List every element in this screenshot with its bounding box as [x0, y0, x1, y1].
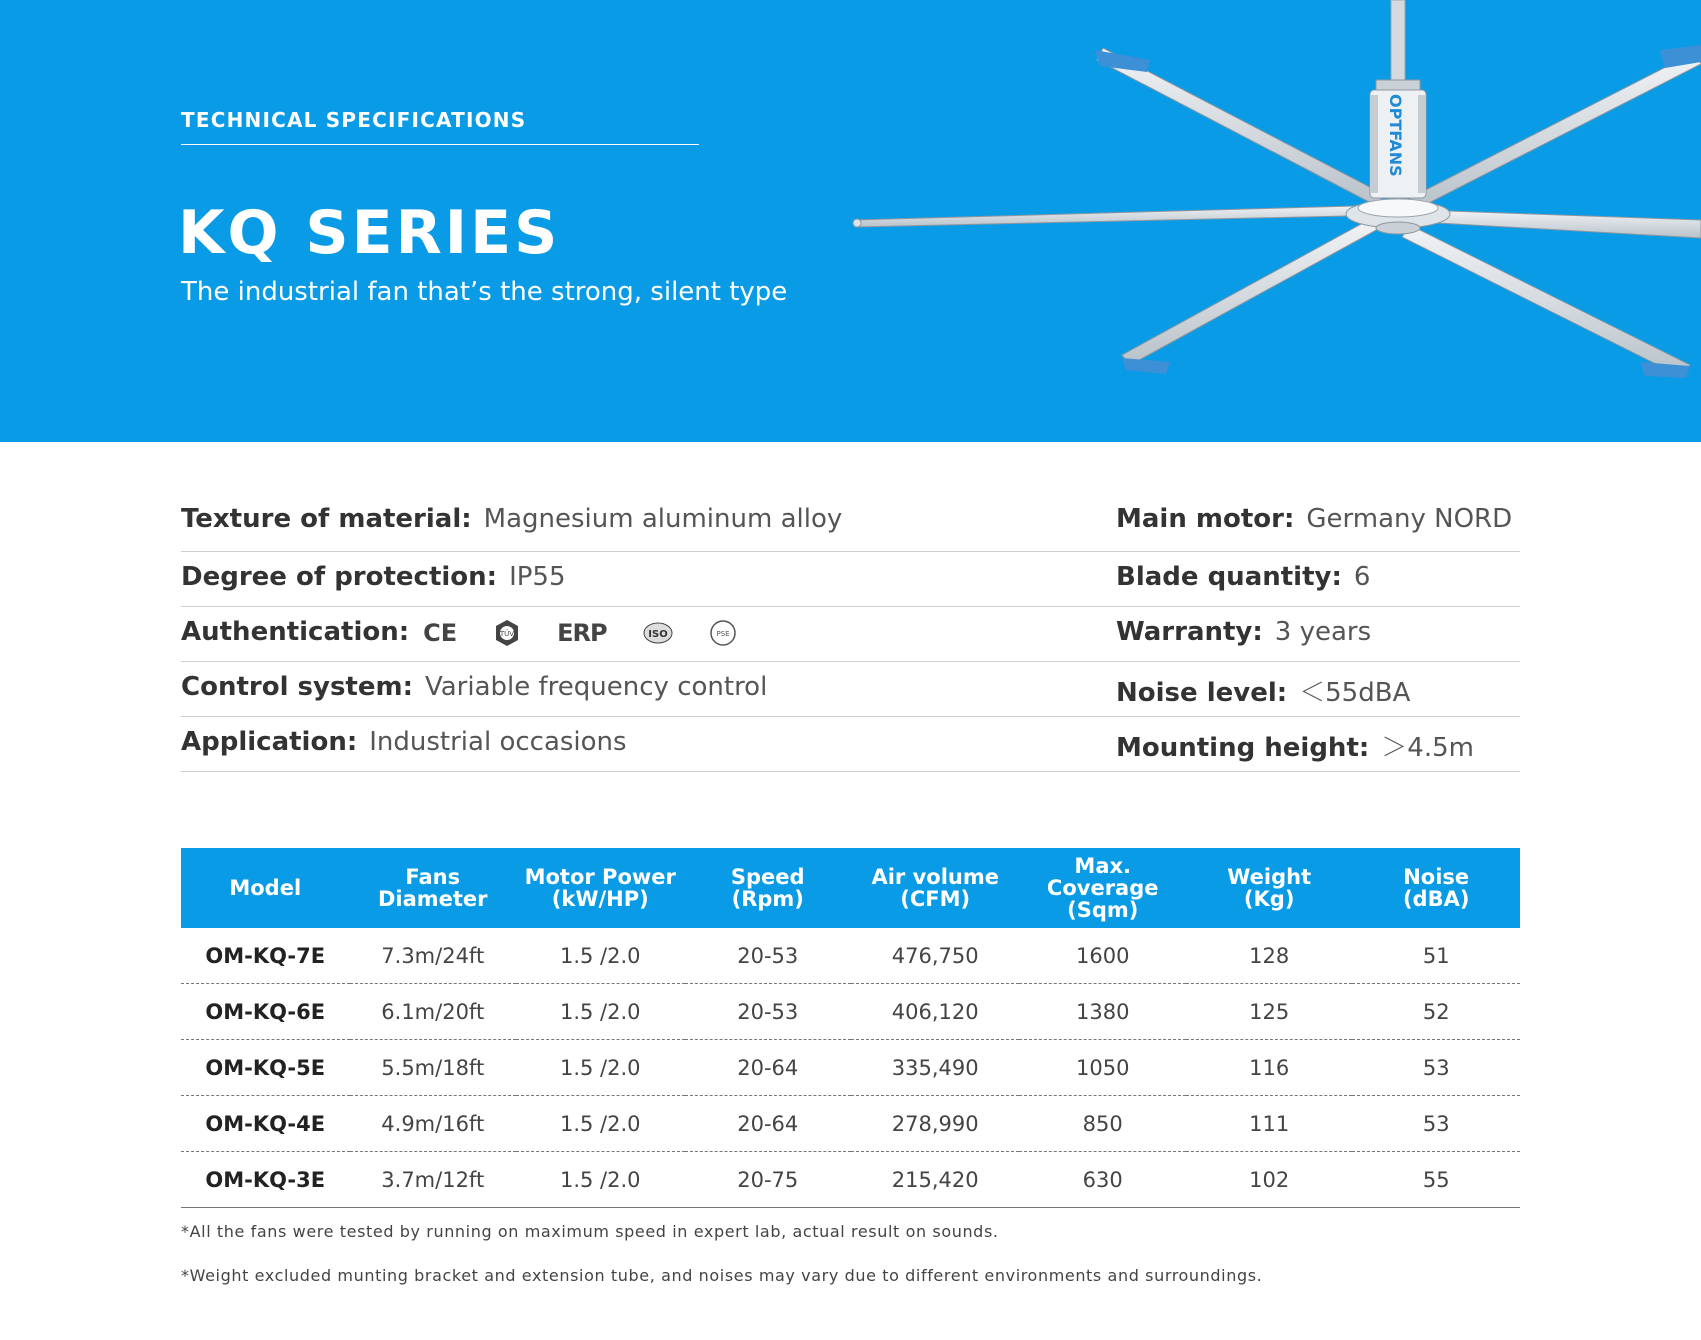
column-header-line: (Rpm)	[731, 887, 804, 911]
column-header-line: Weight	[1227, 864, 1312, 889]
table-cell: 7.3m/24ft	[350, 928, 516, 984]
table-cell: 55	[1352, 1152, 1520, 1208]
model-cell: OM-KQ-4E	[181, 1096, 350, 1152]
spec-row	[181, 552, 1520, 607]
table-cell: 1050	[1019, 1040, 1185, 1096]
fan-blade	[1420, 210, 1701, 238]
table-header-row	[181, 848, 1520, 928]
spec-right	[1116, 617, 1371, 647]
spec-label: Warranty:	[1116, 617, 1263, 647]
spec-value: Germany NORD	[1306, 504, 1513, 534]
table-cell: 335,490	[851, 1040, 1020, 1096]
column-header-line: Max.	[1074, 853, 1132, 878]
spec-row	[181, 494, 1520, 552]
spec-label: Texture of material:	[181, 504, 472, 534]
model-cell: OM-KQ-7E	[181, 928, 350, 984]
table-row	[181, 1096, 1520, 1152]
spec-label: Main motor:	[1116, 504, 1295, 534]
column-header	[685, 848, 851, 928]
column-header-line: Speed	[730, 864, 805, 889]
table-cell: 20-53	[685, 984, 851, 1040]
table-cell: 1.5 /2.0	[516, 1096, 685, 1152]
table-cell: 125	[1186, 984, 1352, 1040]
tuv-mark-icon	[493, 619, 521, 647]
table-cell: 102	[1186, 1152, 1352, 1208]
spec-label: Degree of protection:	[181, 562, 498, 592]
spec-value: 6	[1353, 562, 1371, 592]
table-cell: 128	[1186, 928, 1352, 984]
fan-blade	[1402, 225, 1690, 378]
fan-blade	[1122, 218, 1380, 374]
column-header-line: (dBA)	[1402, 887, 1470, 911]
table-cell: 850	[1019, 1096, 1185, 1152]
pse-mark-icon	[709, 619, 737, 647]
spec-left	[181, 672, 767, 702]
column-header	[181, 848, 350, 928]
table-cell: 52	[1352, 984, 1520, 1040]
table-cell: 116	[1186, 1040, 1352, 1096]
table-cell: 630	[1019, 1152, 1185, 1208]
spec-left	[181, 727, 627, 757]
spec-value: Variable frequency control	[424, 672, 768, 702]
table-cell: 476,750	[851, 928, 1020, 984]
column-header	[516, 848, 685, 928]
spec-value: IP55	[509, 562, 566, 592]
column-header	[350, 848, 516, 928]
table-cell: 5.5m/18ft	[350, 1040, 516, 1096]
table-cell: 1600	[1019, 928, 1185, 984]
table-cell: 111	[1186, 1096, 1352, 1152]
spec-value: ＜55dBA	[1299, 678, 1411, 708]
spec-value: Magnesium aluminum alloy	[483, 504, 843, 534]
column-header-line: (Kg)	[1243, 887, 1295, 911]
column-header-line: (Sqm)	[1067, 898, 1139, 923]
column-header-line: Motor Power	[524, 864, 676, 889]
table-cell: 215,420	[851, 1152, 1020, 1208]
table-cell: 1.5 /2.0	[516, 1152, 685, 1208]
table-cell: 53	[1352, 1096, 1520, 1152]
table-cell: 3.7m/12ft	[350, 1152, 516, 1208]
footnote-testing: *All the fans were tested by running on maximum speed in expert lab, actual result on sounds.	[181, 1222, 999, 1241]
table-cell: 278,990	[851, 1096, 1020, 1152]
svg-text:ISO: ISO	[647, 628, 668, 640]
model-cell: OM-KQ-6E	[181, 984, 350, 1040]
column-header	[1352, 848, 1520, 928]
model-spec-table	[181, 848, 1520, 1208]
ceiling-fan-image	[840, 0, 1701, 442]
fan-blade	[1095, 48, 1385, 205]
erp-mark-icon: ERP	[557, 618, 607, 647]
table-cell: 406,120	[851, 984, 1020, 1040]
table-row	[181, 984, 1520, 1040]
spec-label: Application:	[181, 727, 358, 757]
table-cell: 1.5 /2.0	[516, 984, 685, 1040]
brand-label: OPTFANS	[1386, 94, 1405, 177]
column-header-line: (kW/HP)	[551, 887, 649, 911]
column-header	[1186, 848, 1352, 928]
spec-right	[1116, 727, 1474, 764]
spec-label: Authentication:	[181, 617, 410, 647]
table-cell: 51	[1352, 928, 1520, 984]
column-header-line: Noise	[1403, 864, 1470, 889]
hero-banner	[0, 0, 1701, 442]
table-cell: 20-64	[685, 1040, 851, 1096]
ce-mark-icon: CE	[423, 618, 458, 647]
table-cell: 20-75	[685, 1152, 851, 1208]
table-cell: 20-53	[685, 928, 851, 984]
spec-row	[181, 662, 1520, 717]
certification-icons	[423, 619, 736, 647]
column-header-line: Coverage	[1046, 875, 1159, 900]
table-cell: 53	[1352, 1040, 1520, 1096]
spec-left	[181, 617, 737, 647]
fan-blade	[853, 205, 1390, 227]
column-header-line: Diameter	[377, 887, 488, 911]
column-header-line: (CFM)	[900, 887, 971, 911]
table-row	[181, 1152, 1520, 1208]
table-cell: 1.5 /2.0	[516, 928, 685, 984]
column-header-line: Fans	[405, 864, 461, 889]
column-header	[1019, 848, 1185, 928]
table-row	[181, 1040, 1520, 1096]
spec-value: 3 years	[1274, 617, 1372, 647]
column-header	[851, 848, 1020, 928]
eyebrow-divider	[181, 144, 699, 145]
spec-value: Industrial occasions	[369, 727, 627, 757]
page-title: KQ SERIES	[178, 198, 561, 268]
svg-text:TÜV: TÜV	[500, 629, 515, 638]
table-cell: 1380	[1019, 984, 1185, 1040]
spec-right	[1116, 562, 1370, 592]
model-cell: OM-KQ-3E	[181, 1152, 350, 1208]
table-cell: 4.9m/16ft	[350, 1096, 516, 1152]
spec-left	[181, 562, 566, 592]
table-cell: 1.5 /2.0	[516, 1040, 685, 1096]
table-cell: 6.1m/20ft	[350, 984, 516, 1040]
section-eyebrow: TECHNICAL SPECIFICATIONS	[181, 108, 527, 132]
iso-mark-icon	[643, 622, 673, 644]
spec-left	[181, 504, 842, 534]
spec-label: Control system:	[181, 672, 413, 702]
spec-label: Mounting height:	[1116, 733, 1370, 763]
fan-blade	[1410, 45, 1701, 210]
spec-value: ＞4.5m	[1381, 733, 1474, 763]
spec-right	[1116, 504, 1512, 534]
model-cell: OM-KQ-5E	[181, 1040, 350, 1096]
column-header-line: Model	[229, 875, 302, 900]
spec-right	[1116, 672, 1410, 709]
spec-list	[181, 494, 1520, 772]
table-cell: 20-64	[685, 1096, 851, 1152]
spec-label: Noise level:	[1116, 678, 1288, 708]
svg-text:PSE: PSE	[716, 629, 730, 638]
page-subtitle: The industrial fan that’s the strong, silent type	[181, 277, 788, 307]
spec-row	[181, 717, 1520, 772]
spec-label: Blade quantity:	[1116, 562, 1342, 592]
table-row	[181, 928, 1520, 984]
footnote-weight: *Weight excluded munting bracket and extension tube, and noises may vary due to different environments and surroundings.	[181, 1266, 1263, 1285]
spec-row	[181, 607, 1520, 662]
column-header-line: Air volume	[871, 864, 999, 889]
